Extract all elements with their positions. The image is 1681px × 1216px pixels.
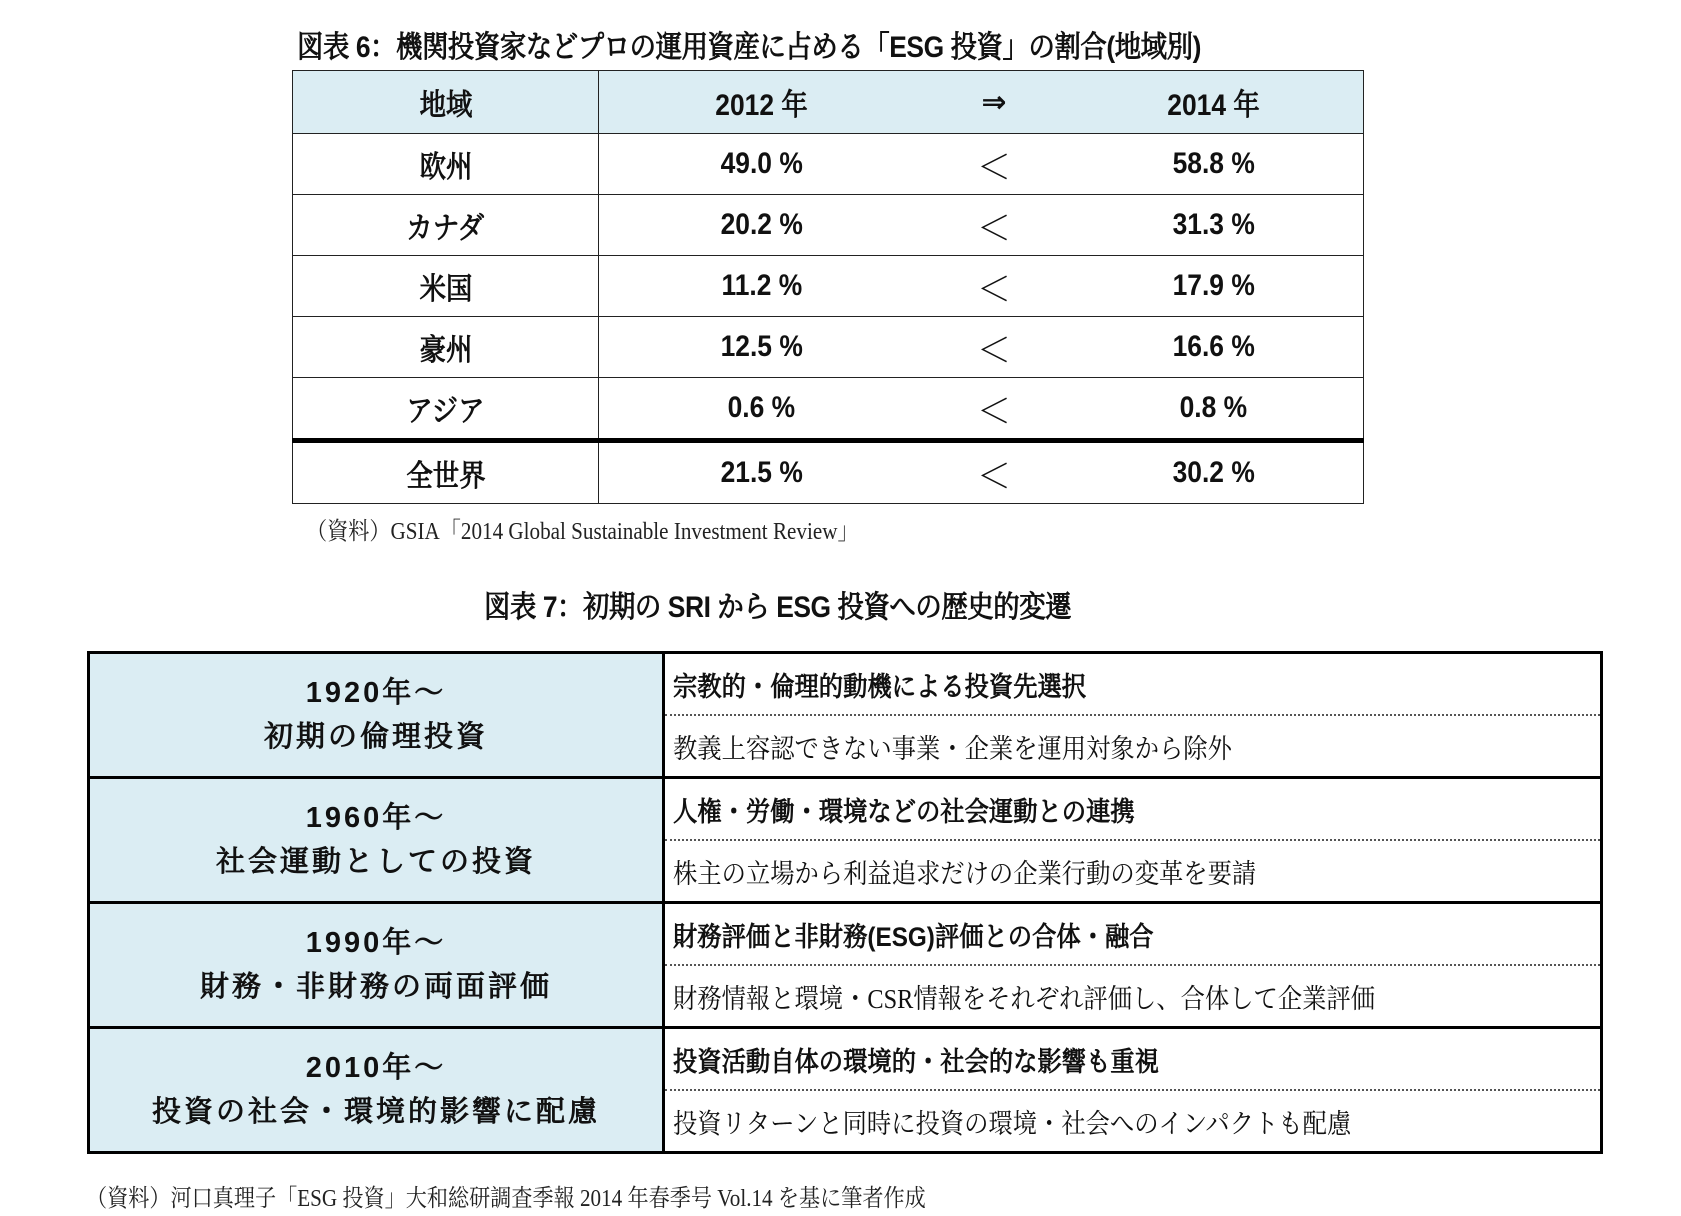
value-2014: 16.6 %	[1064, 317, 1364, 378]
era-row	[89, 1028, 1602, 1091]
value-2012: 21.5 %	[599, 441, 925, 504]
figure6-source: （資料）GSIA「2014 Global Sustainable Investment Review」	[306, 519, 859, 545]
era-year: 2010年～	[305, 1052, 447, 1084]
era-year: 1920年～	[305, 677, 447, 709]
era-name: 財務・非財務の両面評価	[199, 971, 552, 1003]
region-cell: アジア	[293, 378, 599, 441]
era-label	[89, 903, 664, 1028]
region-cell: 全世界	[293, 441, 599, 504]
era-row	[89, 653, 1602, 716]
table-row	[293, 195, 1364, 256]
era-name: 初期の倫理投資	[263, 721, 488, 753]
table-header-row	[293, 71, 1364, 134]
value-2014: 0.8 %	[1064, 378, 1364, 441]
table-row	[293, 134, 1364, 195]
value-2012: 12.5 %	[599, 317, 925, 378]
value-2012: 0.6 %	[599, 378, 925, 441]
era-name: 投資の社会・環境的影響に配慮	[151, 1096, 600, 1128]
less-than-icon: ＜	[924, 317, 1064, 378]
era-description-1: 投資活動自体の環境的・社会的な影響も重視	[664, 1028, 1602, 1091]
era-label	[89, 778, 664, 903]
value-2012: 20.2 %	[599, 195, 925, 256]
table-row	[293, 317, 1364, 378]
value-2012: 49.0 %	[599, 134, 925, 195]
era-label	[89, 1028, 664, 1153]
era-row	[89, 903, 1602, 966]
value-2012: 11.2 %	[599, 256, 925, 317]
era-description-1: 財務評価と非財務(ESG)評価との合体・融合	[664, 903, 1602, 966]
figure7-source: （資料）河口真理子「ESG 投資」大和総研調査季報 2014 年春季号 Vol.14 を基に筆者作成	[86, 1186, 926, 1212]
era-description-1: 人権・労働・環境などの社会運動との連携	[664, 778, 1602, 841]
figure7-title: 図表 7：初期の SRI から ESG 投資への歴史的変遷	[484, 591, 1072, 624]
era-year: 1960年～	[305, 802, 447, 834]
era-year: 1990年～	[305, 927, 447, 959]
era-name: 社会運動としての投資	[215, 846, 536, 878]
region-cell: 豪州	[293, 317, 599, 378]
era-description-2: 教義上容認できない事業・企業を運用対象から除外	[664, 715, 1602, 778]
figure7-table	[87, 651, 1603, 1154]
value-2014: 30.2 %	[1064, 441, 1364, 504]
era-label	[89, 653, 664, 778]
era-description-1: 宗教的・倫理的動機による投資先選択	[664, 653, 1602, 716]
region-cell: 欧州	[293, 134, 599, 195]
figure6-table	[292, 70, 1364, 504]
less-than-icon: ＜	[924, 195, 1064, 256]
region-cell: 米国	[293, 256, 599, 317]
less-than-icon: ＜	[924, 441, 1064, 504]
era-description-2: 投資リターンと同時に投資の環境・社会へのインパクトも配慮	[664, 1090, 1602, 1153]
value-2014: 31.3 %	[1064, 195, 1364, 256]
era-description-2: 株主の立場から利益追求だけの企業行動の変革を要請	[664, 840, 1602, 903]
header-2014: 2014 年	[1064, 71, 1364, 134]
header-region: 地域	[293, 71, 599, 134]
era-row	[89, 778, 1602, 841]
era-description-2: 財務情報と環境・CSR情報をそれぞれ評価し、合体して企業評価	[664, 965, 1602, 1028]
total-row	[293, 441, 1364, 504]
value-2014: 17.9 %	[1064, 256, 1364, 317]
table-row	[293, 378, 1364, 441]
less-than-icon: ＜	[924, 378, 1064, 441]
arrow-icon: ⇒	[924, 71, 1064, 134]
table-row	[293, 256, 1364, 317]
value-2014: 58.8 %	[1064, 134, 1364, 195]
less-than-icon: ＜	[924, 256, 1064, 317]
region-cell: カナダ	[293, 195, 599, 256]
header-2012: 2012 年	[599, 71, 925, 134]
less-than-icon: ＜	[924, 134, 1064, 195]
figure6-title: 図表 6：機関投資家などプロの運用資産に占める「ESG 投資」の割合(地域別)	[297, 31, 1201, 64]
